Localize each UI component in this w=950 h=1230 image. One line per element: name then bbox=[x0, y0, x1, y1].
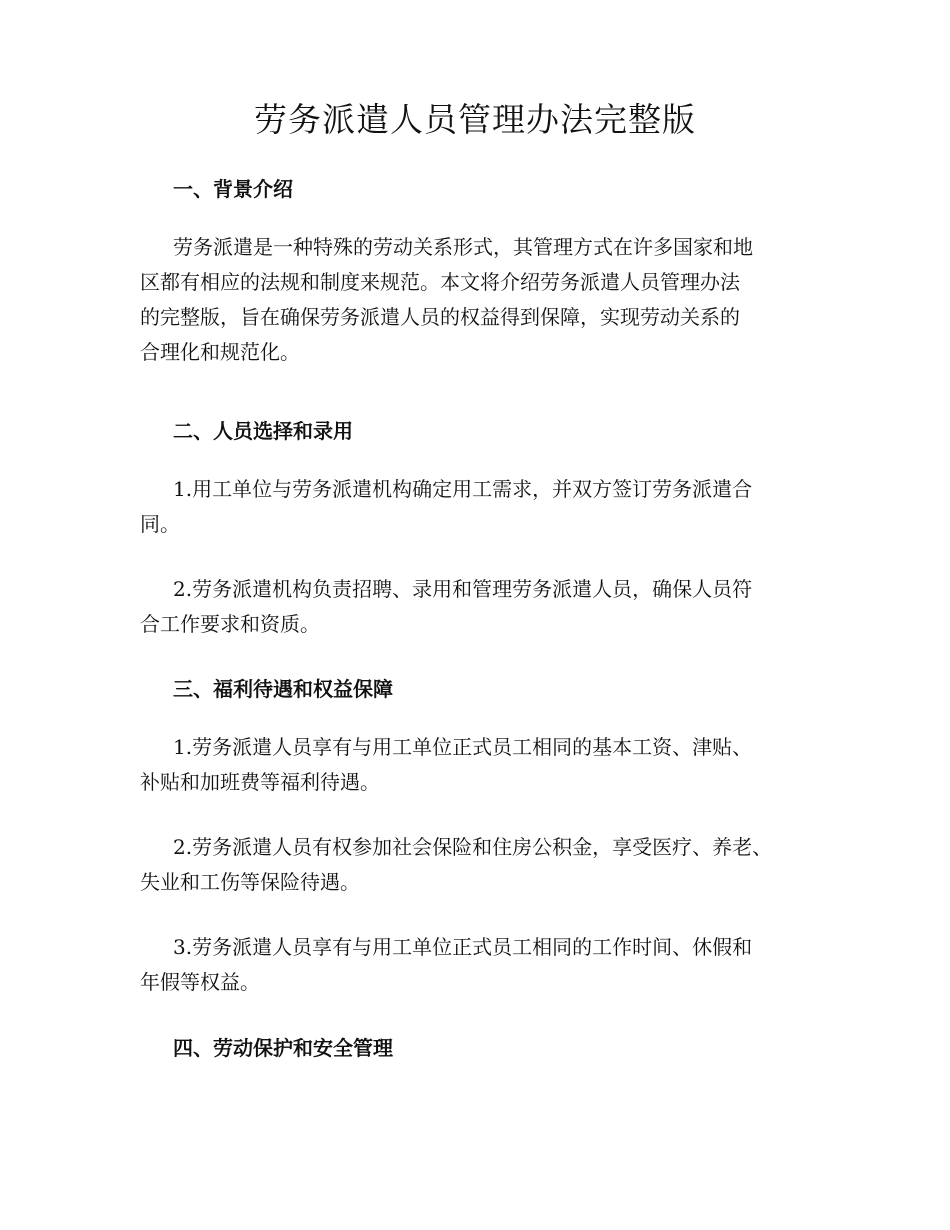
paragraph-line: 年假等权益。 bbox=[140, 970, 260, 994]
paragraph-line: 同。 bbox=[140, 512, 180, 536]
paragraph-line: 1.劳务派遣人员享有与用工单位正式员工相同的基本工资、津贴、 bbox=[173, 735, 753, 759]
paragraph-line: 3.劳务派遣人员享有与用工单位正式员工相同的工作时间、休假和 bbox=[173, 935, 753, 959]
paragraph-line: 区都有相应的法规和制度来规范。本文将介绍劳务派遣人员管理办法 bbox=[140, 270, 740, 294]
paragraph-line: 2.劳务派遣人员有权参加社会保险和住房公积金，享受医疗、养老、 bbox=[173, 835, 773, 859]
paragraph-line: 的完整版，旨在确保劳务派遣人员的权益得到保障，实现劳动关系的 bbox=[140, 305, 740, 329]
document-title: 劳务派遣人员管理办法完整版 bbox=[254, 100, 696, 139]
paragraph-line: 1.用工单位与劳务派遣机构确定用工需求，并双方签订劳务派遣合 bbox=[173, 477, 753, 501]
paragraph-benefits-2 bbox=[140, 830, 820, 900]
paragraph-benefits-1 bbox=[140, 730, 820, 800]
paragraph-selection-2 bbox=[140, 572, 820, 642]
section-heading-safety: 四、劳动保护和安全管理 bbox=[173, 1036, 393, 1060]
paragraph-benefits-3 bbox=[140, 930, 820, 1000]
paragraph-line: 补贴和加班费等福利待遇。 bbox=[140, 770, 380, 794]
section-heading-benefits: 三、福利待遇和权益保障 bbox=[173, 677, 393, 701]
paragraph-line: 失业和工伤等保险待遇。 bbox=[140, 870, 360, 894]
paragraph-line: 合工作要求和资质。 bbox=[140, 612, 320, 636]
paragraph-line: 劳务派遣是一种特殊的劳动关系形式，其管理方式在许多国家和地 bbox=[173, 235, 753, 259]
paragraph-line: 合理化和规范化。 bbox=[140, 340, 300, 364]
paragraph-selection-1 bbox=[140, 472, 820, 542]
paragraph-background-intro bbox=[140, 230, 820, 370]
section-heading-selection: 二、人员选择和录用 bbox=[173, 419, 353, 443]
paragraph-line: 2.劳务派遣机构负责招聘、录用和管理劳务派遣人员，确保人员符 bbox=[173, 577, 753, 601]
section-heading-background: 一、背景介绍 bbox=[173, 177, 293, 201]
